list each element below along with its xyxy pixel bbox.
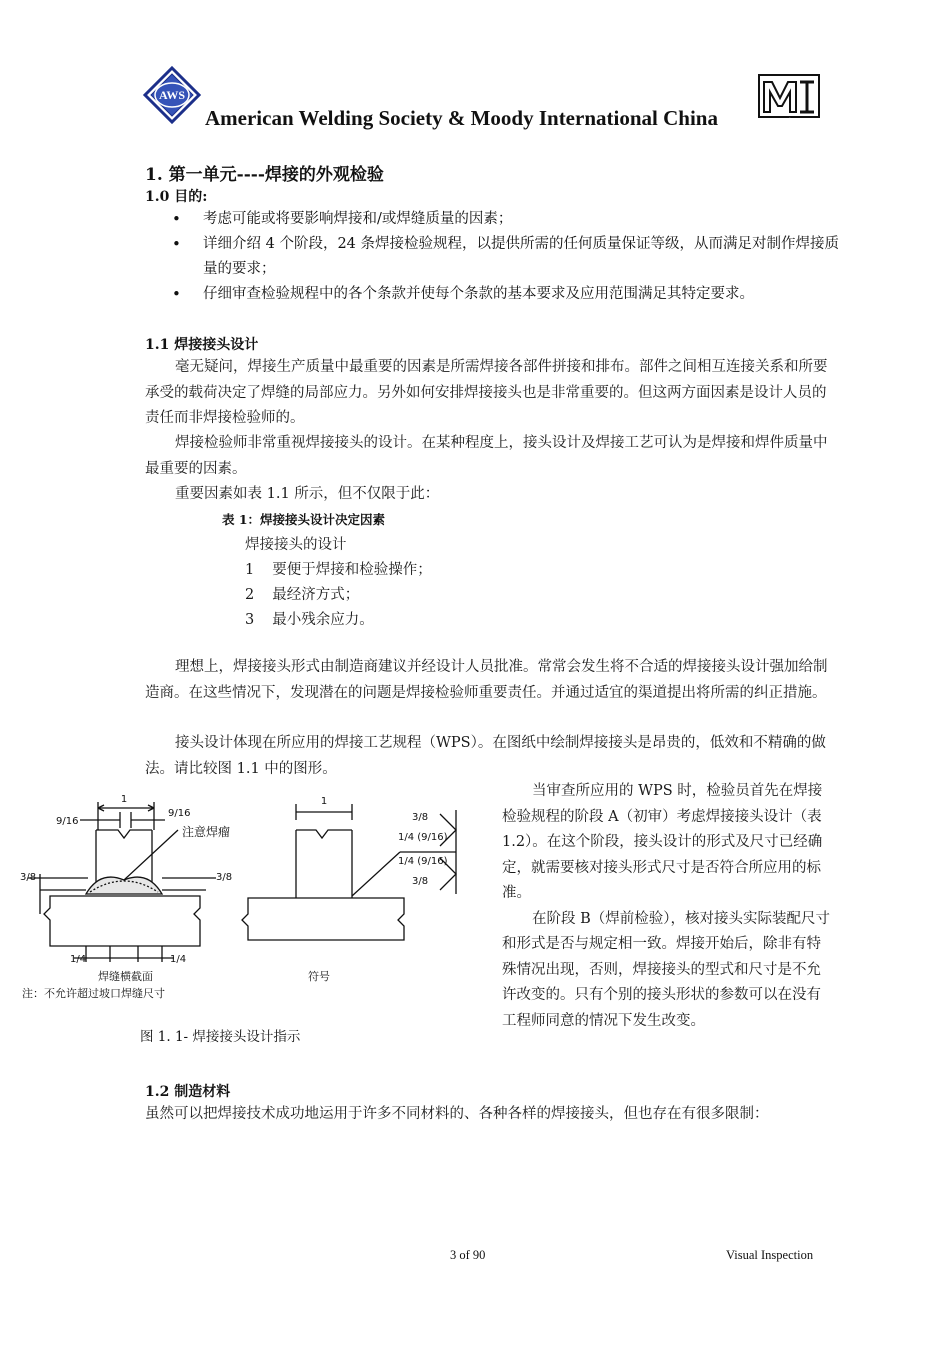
list-item: • 考虑可能或将要影响焊接和/或焊缝质量的因素； [145, 207, 845, 232]
dim-label: 3/8 [216, 872, 233, 883]
weld-callout: 注意焊瘤 [182, 825, 231, 839]
weld-joint-figure [20, 790, 490, 1010]
paragraph: 焊接检验师非常重视焊接接头的设计。在某种程度上，接头设计及焊接工艺可认为是焊接和焊件质量中最重要的因素。 [145, 435, 828, 477]
paragraph: 接头设计体现在所应用的焊接工艺规程（WPS）。在图纸中绘制焊接接头是昂贵的，低效和不精确的做法。请比较图 1.1 中的图形。 [145, 735, 826, 777]
row-number: 3 [245, 612, 255, 628]
list-item: • 详细介绍 4 个阶段，24 条焊接检验规程，以提供所需的任何质量保证等级，从而满足对制作焊接质量的要求； [145, 232, 845, 282]
figure-caption: 图 1. 1- 焊接接头设计指示 [140, 1029, 301, 1045]
dim-label: 3/8 [412, 876, 429, 887]
figure-right-labels [308, 796, 448, 983]
paragraph: 虽然可以把焊接技术成功地运用于许多不同材料的、各种各样的焊接接头，但也存在有很多限制： [145, 1106, 769, 1122]
section-heading: 1. 第一单元----焊接的外观检验 [145, 165, 384, 185]
aws-logo-text: AWS [158, 88, 186, 102]
table-title: 焊接接头的设计 [245, 537, 347, 553]
row-text: 要便于焊接和检验操作； [272, 562, 432, 578]
page-number: 3 of 90 [450, 1248, 486, 1262]
symbol-label: 符号 [308, 970, 330, 983]
purpose-list [145, 207, 845, 307]
subsection-heading: 1.1 焊接接头设计 [145, 337, 259, 353]
dim-label: 9/16 [56, 816, 79, 827]
paragraph: 重要因素如表 1.1 所示，但不仅限于此： [175, 486, 440, 502]
purpose-heading: 1.0 目的: [145, 189, 208, 205]
figure-note: 注：不允许超过坡口焊缝尺寸 [22, 987, 165, 1000]
dim-label: 3/8 [412, 812, 429, 823]
dim-top: 1 [320, 796, 328, 807]
weld-symbol-drawing [242, 804, 456, 940]
page-header-title: American Welding Society & Moody International China [205, 106, 718, 130]
dim-label: 1/4 [70, 954, 87, 965]
list-item: • 仔细审查检验规程中的各个条款并使每个条款的基本要求及应用范围满足其特定要求。 [145, 282, 845, 307]
table-caption: 表 1：焊接接头设计决定因素 [222, 512, 386, 527]
table-row [245, 583, 359, 604]
moody-international-logo [758, 74, 820, 118]
subsection-heading: 1.2 制造材料 [145, 1084, 231, 1100]
right-column [502, 779, 834, 1034]
table-row [245, 558, 432, 579]
dim-label: 3/8 [20, 872, 37, 883]
table-row [245, 608, 374, 629]
row-number: 1 [245, 562, 255, 578]
footer-label: Visual Inspection [726, 1248, 814, 1262]
dim-label: 9/16 [168, 808, 191, 819]
dim-label: 1/4 (9/16) [398, 856, 448, 867]
aws-logo [143, 66, 201, 124]
paragraph: 当审查所应用的 WPS 时，检验员首先在焊接检验规程的阶段 A（初审）考虑焊接接头设计（表 1.2）。在这个阶段，接头设计的形式及尺寸已经确定，就需要核对接头形式尺寸是否符合所应用的标准。 [502, 783, 823, 901]
mi-logo-text: MI [789, 118, 791, 119]
row-text: 最经济方式； [272, 587, 360, 603]
dim-top: 1 [120, 794, 128, 805]
cross-section-label: 焊缝横截面 [98, 970, 153, 983]
row-number: 2 [245, 587, 255, 603]
dim-label: 1/4 (9/16) [398, 832, 448, 843]
paragraph: 在阶段 B（焊前检验），核对接头实际装配尺寸和形式是否与规定相一致。焊接开始后，除非有特殊情况出现，否则，焊接接头的型式和尺寸是不允许改变的。只有个别的接头形状的参数可以在没有工程师同意的情况下发生改变。 [502, 910, 831, 1029]
paragraph: 毫无疑问，焊接生产质量中最重要的因素是所需焊接各部件拼接和排布。部件之间相互连接关系和所要承受的载荷决定了焊缝的局部应力。另外如何安排焊接接头也是非常重要的。但这两方面因素是设计人员的责任而非焊接检验师的。 [145, 359, 828, 426]
row-text: 最小残余应力。 [272, 612, 374, 628]
dim-label: 1/4 [170, 954, 187, 965]
paragraph: 理想上，焊接接头形式由制造商建议并经设计人员批准。常常会发生将不合适的焊接接头设计强加给制造商。在这些情况下，发现潜在的问题是焊接检验师重要责任。并通过适宜的渠道提出将所需的纠正措施。 [145, 659, 828, 701]
